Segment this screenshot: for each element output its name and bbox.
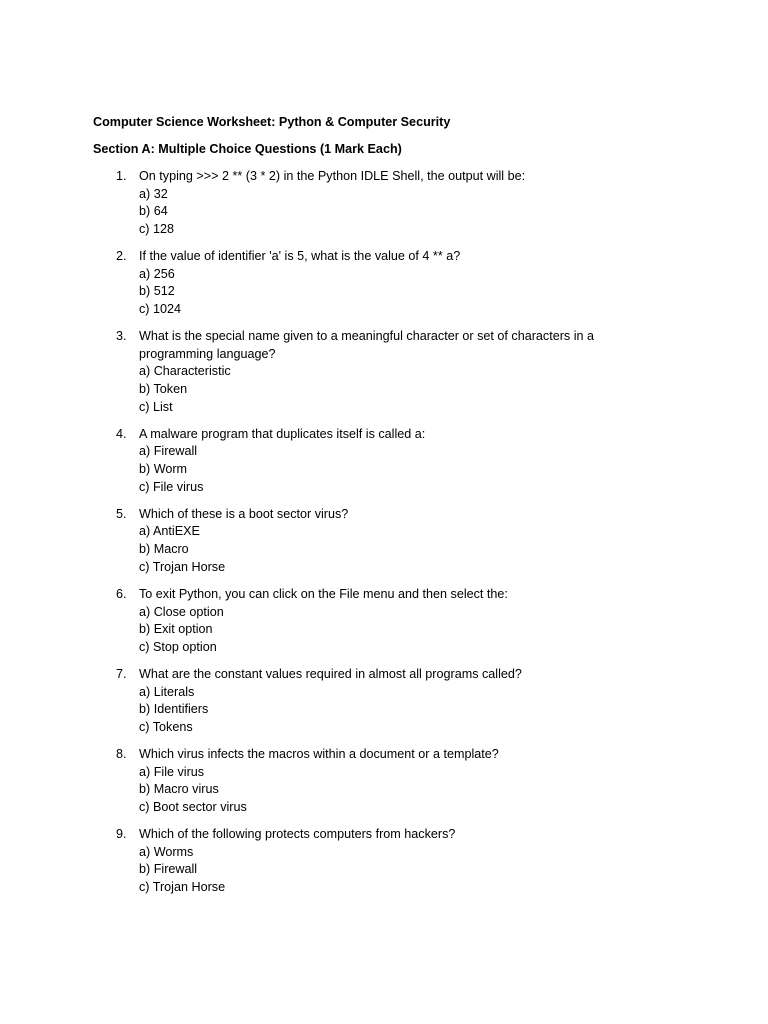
option-b: b) Macro virus bbox=[139, 782, 219, 797]
question-6 bbox=[93, 586, 653, 656]
option-c: c) Stop option bbox=[139, 639, 217, 654]
option-a: a) AntiEXE bbox=[139, 524, 200, 539]
question-text: Which of these is a boot sector virus? bbox=[139, 506, 349, 521]
question-text: On typing >>> 2 ** (3 * 2) in the Python IDLE Shell, the output will be: bbox=[139, 169, 526, 183]
question-4 bbox=[93, 426, 653, 496]
question-text: A malware program that duplicates itself is called a: bbox=[139, 426, 426, 441]
question-text: Which of the following protects computers from hackers? bbox=[139, 827, 456, 842]
option-a: a) 32 bbox=[139, 186, 168, 201]
question-text: What are the constant values required in almost all programs called? bbox=[139, 666, 522, 681]
option-c: c) Trojan Horse bbox=[139, 559, 226, 574]
question-number: 6. bbox=[116, 586, 127, 601]
question-text: Which virus infects the macros within a document or a template? bbox=[139, 747, 499, 762]
question-2 bbox=[93, 248, 653, 318]
option-b: b) Macro bbox=[139, 542, 189, 557]
option-a: a) Characteristic bbox=[139, 364, 231, 379]
option-b: b) Worm bbox=[139, 461, 188, 476]
question-number: 1. bbox=[116, 169, 127, 183]
question-number: 9. bbox=[116, 827, 127, 842]
option-a: a) Close option bbox=[139, 604, 224, 619]
option-a: a) Firewall bbox=[139, 444, 198, 459]
question-number: 7. bbox=[116, 666, 127, 681]
option-b: b) Firewall bbox=[139, 862, 198, 877]
option-c: c) Tokens bbox=[139, 719, 193, 734]
question-9 bbox=[93, 826, 653, 896]
option-c: c) 128 bbox=[139, 221, 175, 236]
option-a: a) 256 bbox=[139, 266, 175, 281]
question-text: What is the special name given to a meaningful character or set of characters in a programming language? bbox=[139, 329, 595, 361]
option-a: a) File virus bbox=[139, 764, 205, 779]
document-content bbox=[93, 114, 653, 906]
option-c: c) Trojan Horse bbox=[139, 879, 226, 894]
option-c: c) 1024 bbox=[139, 301, 182, 316]
option-b: b) Identifiers bbox=[139, 702, 209, 717]
question-number: 3. bbox=[116, 329, 127, 344]
option-b: b) Token bbox=[139, 381, 188, 396]
question-1 bbox=[93, 168, 653, 238]
option-a: a) Worms bbox=[139, 844, 194, 859]
option-c: c) Boot sector virus bbox=[139, 799, 247, 814]
question-list bbox=[93, 168, 653, 896]
document-title: Computer Science Worksheet: Python & Computer Security bbox=[93, 115, 451, 129]
question-text: To exit Python, you can click on the File menu and then select the: bbox=[139, 586, 508, 601]
question-7 bbox=[93, 666, 653, 736]
question-8 bbox=[93, 746, 653, 816]
option-b: b) 64 bbox=[139, 204, 168, 219]
section-a-heading: Section A: Multiple Choice Questions (1 Mark Each) bbox=[93, 142, 402, 156]
option-a: a) Literals bbox=[139, 684, 195, 699]
question-number: 8. bbox=[116, 747, 127, 762]
question-text: If the value of identifier 'a' is 5, what is the value of 4 ** a? bbox=[139, 249, 461, 264]
option-b: b) 512 bbox=[139, 284, 175, 299]
option-c: c) List bbox=[139, 399, 173, 414]
question-number: 2. bbox=[116, 249, 127, 264]
question-number: 4. bbox=[116, 426, 127, 441]
question-number: 5. bbox=[116, 506, 127, 521]
question-3 bbox=[93, 328, 653, 416]
option-c: c) File virus bbox=[139, 479, 204, 494]
question-5 bbox=[93, 506, 653, 576]
option-b: b) Exit option bbox=[139, 622, 213, 637]
